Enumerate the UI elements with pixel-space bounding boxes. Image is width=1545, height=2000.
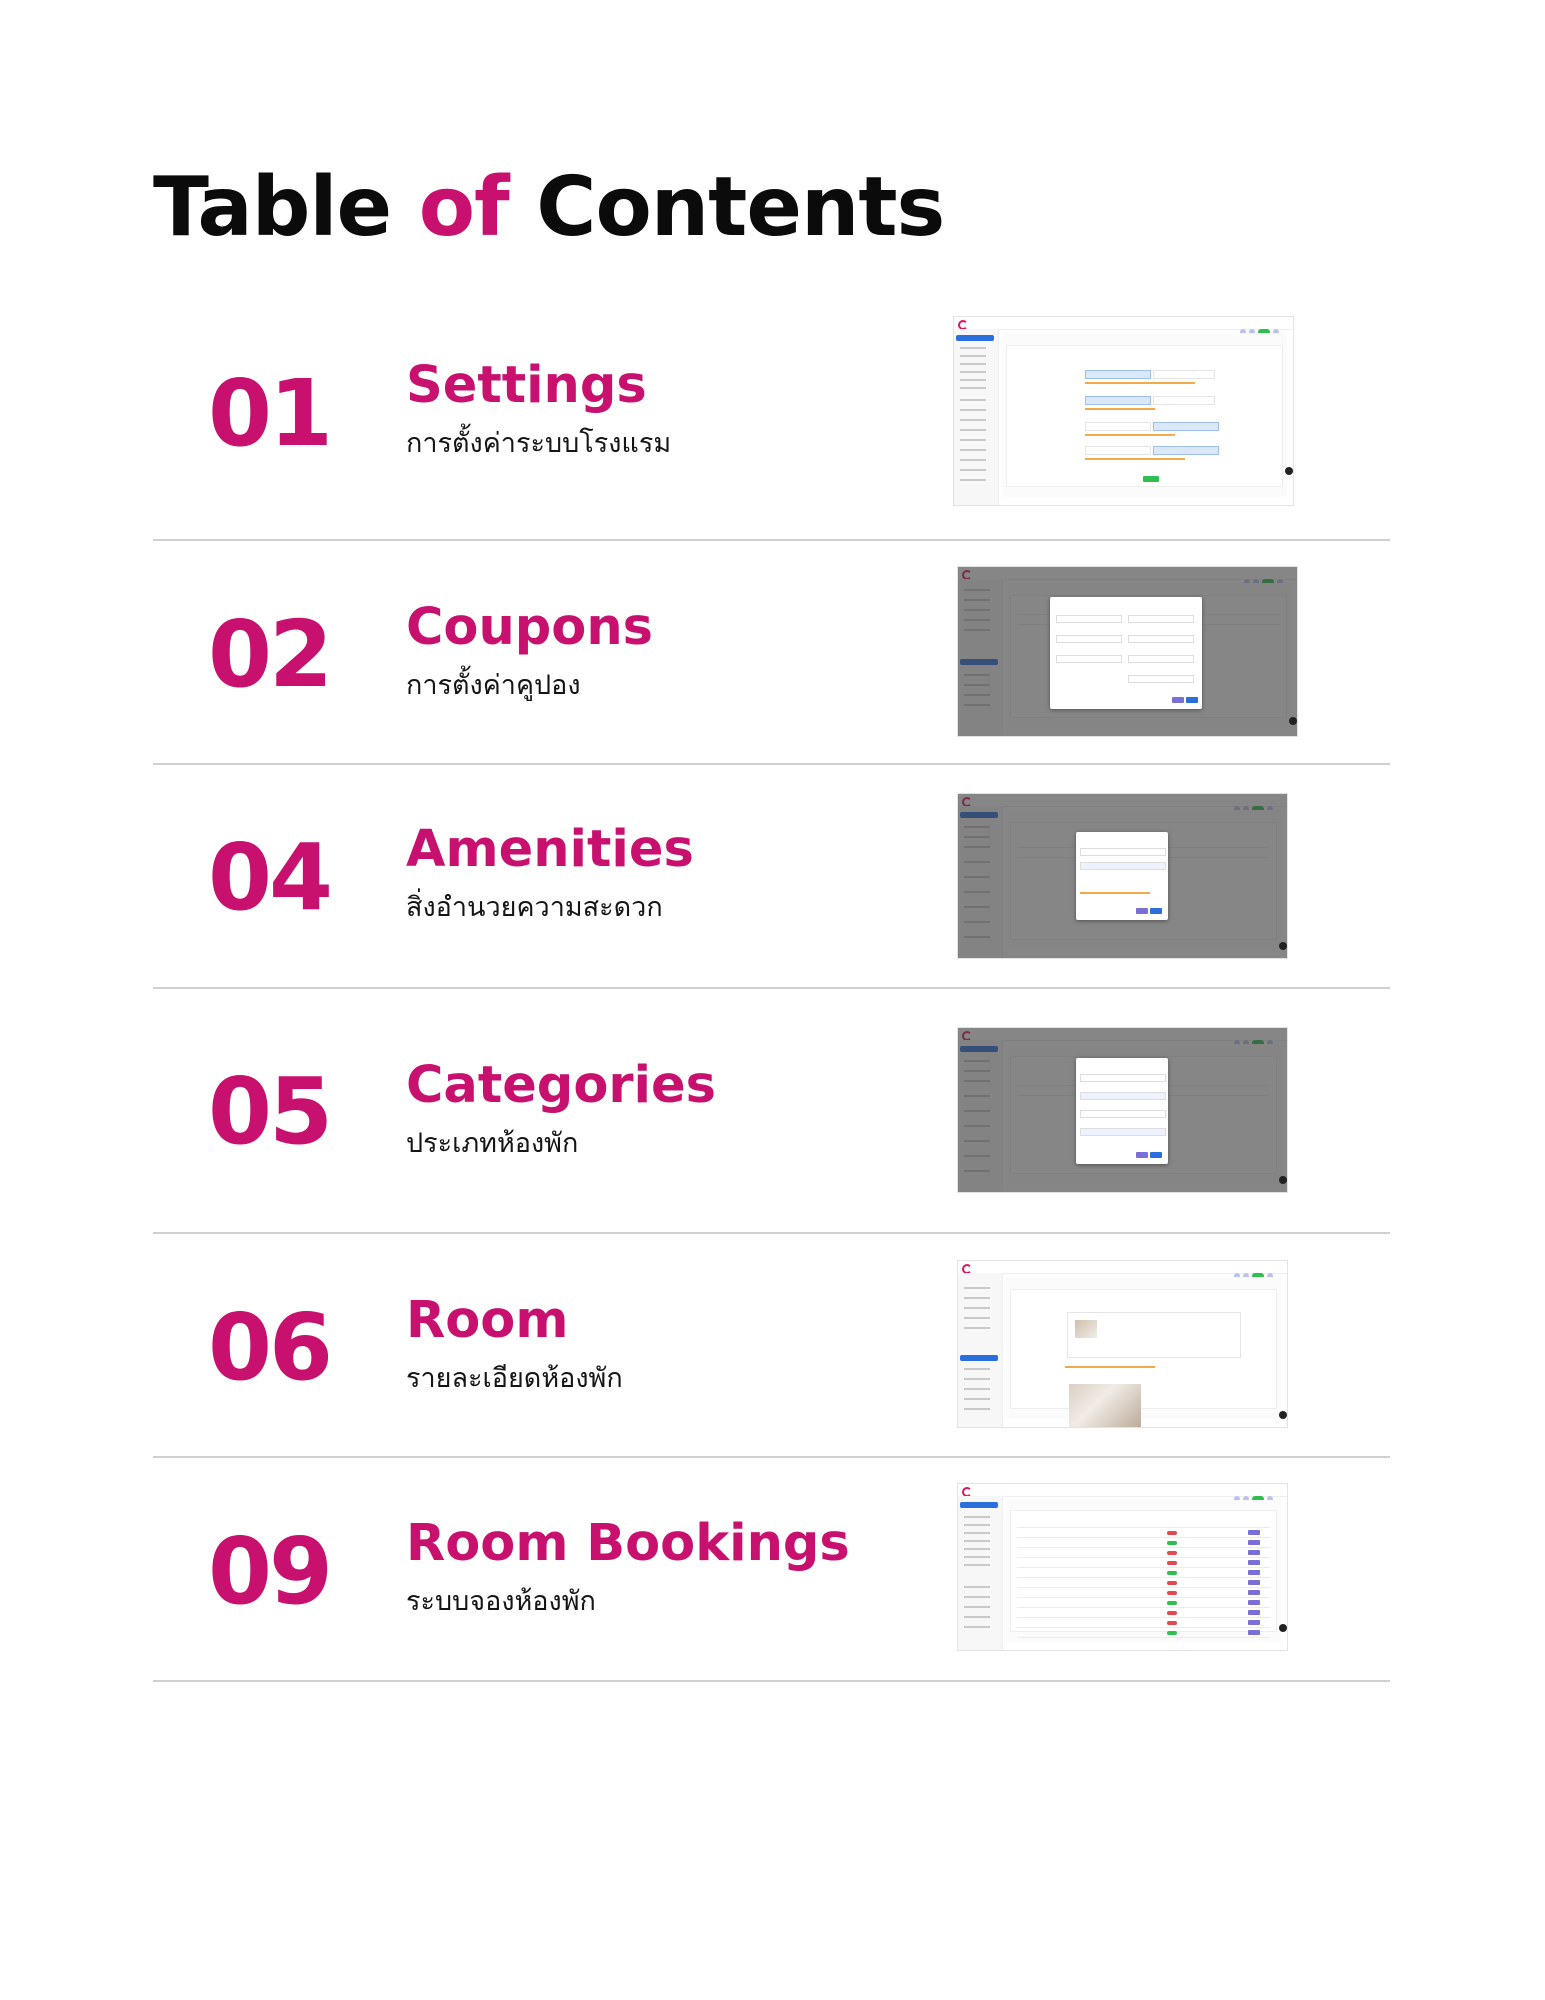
entry-number: 01 [208, 360, 331, 467]
categories-screenshot [957, 1027, 1288, 1193]
coupons-screenshot [957, 566, 1298, 737]
entry-subtitle: ระบบจองห้องพัก [406, 1586, 596, 1617]
divider [153, 1680, 1390, 1682]
entry-subtitle: รายละเอียดห้องพัก [406, 1363, 623, 1394]
title-part-1: Table [153, 160, 392, 255]
entry-number: 04 [208, 824, 331, 931]
title-part-2: Contents [536, 160, 945, 255]
amenities-screenshot [957, 793, 1288, 959]
room-bookings-screenshot [957, 1483, 1288, 1651]
divider [153, 1456, 1390, 1458]
entry-subtitle: ประเภทห้องพัก [406, 1128, 579, 1159]
divider [153, 1232, 1390, 1234]
page-title [153, 160, 944, 255]
entry-heading: Amenities [406, 820, 694, 879]
entry-heading: Coupons [406, 598, 653, 657]
entry-heading: Settings [406, 356, 647, 415]
settings-screenshot [953, 316, 1294, 506]
divider [153, 763, 1390, 765]
entry-heading: Room [406, 1291, 569, 1350]
entry-subtitle: การตั้งค่าคูปอง [406, 670, 581, 701]
entry-number: 05 [208, 1058, 331, 1165]
divider [153, 539, 1390, 541]
entry-heading: Room Bookings [406, 1514, 850, 1573]
entry-heading: Categories [406, 1056, 716, 1115]
divider [153, 987, 1390, 989]
title-accent: of [418, 160, 509, 255]
entry-number: 02 [208, 601, 331, 708]
entry-number: 06 [208, 1294, 331, 1401]
entry-subtitle: สิ่งอำนวยความสะดวก [406, 892, 663, 923]
room-screenshot [957, 1260, 1288, 1428]
entry-number: 09 [208, 1518, 331, 1625]
entry-subtitle: การตั้งค่าระบบโรงแรม [406, 428, 672, 459]
